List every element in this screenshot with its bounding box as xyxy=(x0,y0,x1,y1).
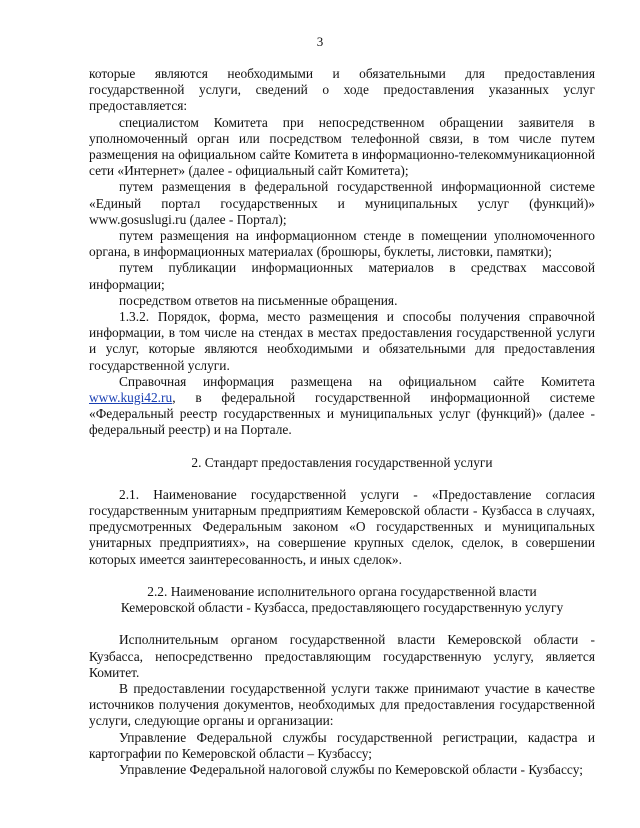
paragraph: 2.1. Наименование государственной услуги - «Предоставление согласия государственным унитарным предприятиям Кемеровской области - Кузбасса в случаях, предусмотренных Федеральным законом «О государственных и муниципальных унитарных предприятиях», на совершение крупных сделок, сделок, в совершении которых имеется заинтересованность, и иных сделок». xyxy=(89,486,595,567)
section-heading: Кемеровской области - Кузбасса, предоставляющего государственную услугу xyxy=(120,600,564,616)
paragraph-text: , в федеральной государственной информационной системе «Федеральный реестр государственных и муниципальных услуг (функций)» (далее - федеральный реестр) и на Портале. xyxy=(89,390,595,438)
paragraph: В предоставлении государственной услуги также принимают участие в качестве источников получения документов, необходимых для предоставления государственной услуги, следующие органы и организации: xyxy=(89,680,595,729)
website-link[interactable]: www.kugi42.ru xyxy=(89,390,173,406)
paragraph: Управление Федеральной налоговой службы по Кемеровской области - Кузбассу; xyxy=(119,761,583,777)
paragraph-text: Справочная информация размещена на официальном сайте Комитета xyxy=(119,373,595,389)
paragraph: которые являются необходимыми и обязательными для предоставления государственной услуги, сведений о ходе предоставления указанных услуг предоставляется: xyxy=(89,66,595,114)
section-heading: 2. Стандарт предоставления государственной услуги xyxy=(191,454,493,470)
paragraph: Управление Федеральной службы государственной регистрации, кадастра и картографии по Кемеровской области – Кузбассу; xyxy=(89,729,595,761)
paragraph-with-link xyxy=(89,374,595,439)
paragraph: путем размещения в федеральной государственной информационной системе «Единый портал государственных и муниципальных услуг (функций)» www.gosuslugi.ru (далее - Портал); xyxy=(89,179,595,227)
section-heading: 2.2. Наименование исполнительного органа государственной власти xyxy=(147,583,537,599)
paragraph: путем публикации информационных материалов в средствах массовой информации; xyxy=(89,260,595,292)
paragraph: Исполнительным органом государственной власти Кемеровской области - Кузбасса, непосредственно предоставляющим государственную услугу, является Комитет. xyxy=(89,632,595,680)
paragraph: путем размещения на информационном стенде в помещении уполномоченного органа, в информационных материалах (брошюры, буклеты, листовки, памятки); xyxy=(89,228,595,260)
document-body xyxy=(89,66,595,778)
paragraph: специалистом Комитета при непосредственном обращении заявителя в уполномоченный орган или посредством телефонной связи, в том числе путем размещения на официальном сайте Комитета в информационно-телекоммуникационной сети «Интернет» (далее - официальный сайт Комитета); xyxy=(89,114,595,179)
paragraph: посредством ответов на письменные обращения. xyxy=(119,292,398,308)
paragraph: 1.3.2. Порядок, форма, место размещения и способы получения справочной информации, в том числе на стендах в местах предоставления государственной услуги и услуг, которые являются необходимыми и обязательными для предоставления государственной услуги. xyxy=(89,309,595,373)
page-number: 3 xyxy=(316,34,324,49)
